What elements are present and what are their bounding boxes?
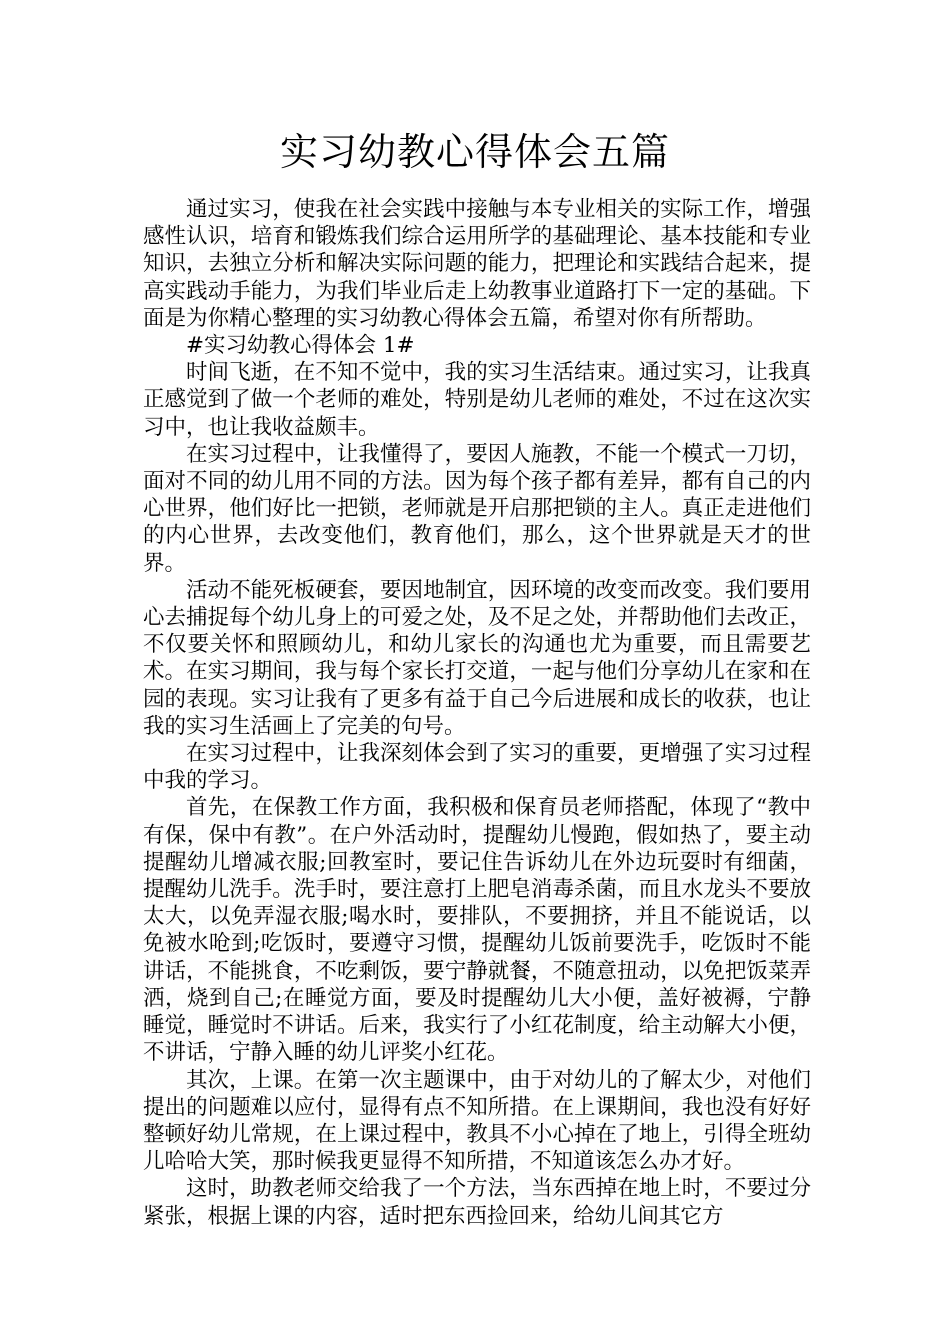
document-title: 实习幼教心得体会五篇 [279,130,670,174]
paragraph: 在实习过程中，让我懂得了，要因人施教，不能一个模式一刀切，面对不同的幼儿用不同的方法。因为每个孩子都有差异，都有自己的内心世界，他们好比一把锁，老师就是开启那把锁的主人。真正走进他们的内心世界，去改变他们，教育他们，那么，这个世界就是天才的世界。 [143,441,811,576]
paragraph: 首先，在保教工作方面，我积极和保育员老师搭配，体现了“教中有保，保中有教”。在户外活动时，提醒幼儿慢跑，假如热了，要主动提醒幼儿增减衣服;回教室时，要记住告诉幼儿在外边玩耍时有细菌，提醒幼儿洗手。洗手时，要注意打上肥皂消毒杀菌，而且水龙头不要放太大，以免弄湿衣服;喝水时，要排队，不要拥挤，并且不能说话，以免被水呛到;吃饭时，要遵守习惯，提醒幼儿饭前要洗手，吃饭时不能讲话，不能挑食，不吃剩饭，要宁静就餐，不随意扭动，以免把饭菜弄洒，烧到自己;在睡觉方面，要及时提醒幼儿大小便，盖好被褥，宁静睡觉，睡觉时不讲话。后来，我实行了小红花制度，给主动解大小便，不讲话，宁静入睡的幼儿评奖小红花。 [143,795,811,1066]
paragraph: 时间飞逝，在不知不觉中，我的实习生活结束。通过实习，让我真正感觉到了做一个老师的难处，特别是幼儿老师的难处，不过在这次实习中，也让我收益颇丰。 [143,360,811,440]
paragraph: 这时，助教老师交给我了一个方法，当东西掉在地上时，不要过分紧张，根据上课的内容，适时把东西捡回来，给幼儿间其它方 [143,1176,811,1229]
paragraph: 其次，上课。在第一次主题课中，由于对幼儿的了解太少，对他们提出的问题难以应付，显得有点不知所措。在上课期间，我也没有好好整顿好幼儿常规，在上课过程中，教具不小心掉在了地上，引得全班幼儿哈哈大笑，那时候我更显得不知所措，不知道该怎么办才好。 [143,1067,811,1175]
paragraph: 活动不能死板硬套，要因地制宜，因环境的改变而改变。我们要用心去捕捉每个幼儿身上的可爱之处，及不足之处，并帮助他们去改正，不仅要关怀和照顾幼儿，和幼儿家长的沟通也尤为重要，而且需要艺术。在实习期间，我与每个家长打交道，一起与他们分享幼儿在家和在园的表现。实习让我有了更多有益于自己今后进展和成长的收获，也让我的实习生活画上了完美的句号。 [143,577,811,739]
section-heading-1: #实习幼教心得体会 1# [186,333,415,359]
paragraph: 在实习过程中，让我深刻体会到了实习的重要，更增强了实习过程中我的学习。 [143,741,811,794]
document-body [143,196,811,1230]
paragraph-intro: 通过实习，使我在社会实践中接触与本专业相关的实际工作，增强感性认识，培育和锻炼我们综合运用所学的基础理论、基本技能和专业知识，去独立分析和解决实际问题的能力，把理论和实践结合起来，提高实践动手能力，为我们毕业后走上幼教事业道路打下一定的基础。下面是为你精心整理的实习幼教心得体会五篇，希望对你有所帮助。 [143,197,811,331]
